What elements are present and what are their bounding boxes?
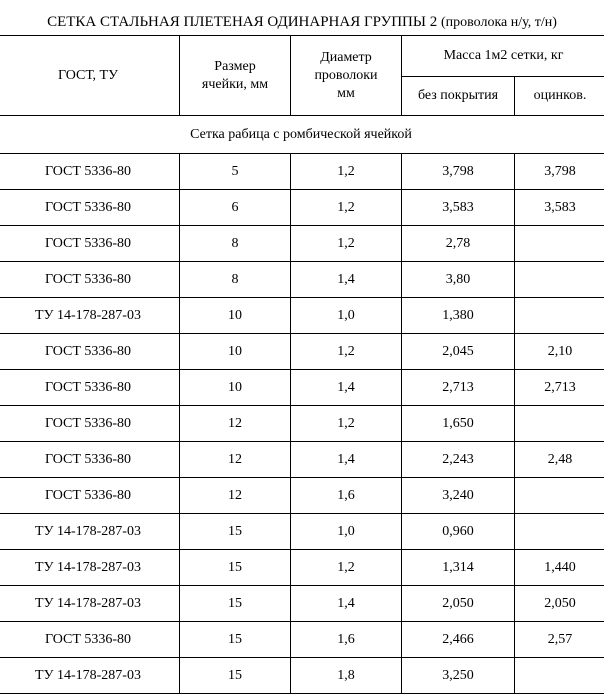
cell-diameter: 1,2 — [291, 406, 402, 442]
cell-diameter: 1,4 — [291, 262, 402, 298]
cell-gost: ГОСТ 5336-80 — [0, 622, 180, 658]
header-mass: Масса 1м2 сетки, кг — [402, 36, 604, 77]
header-gost: ГОСТ, ТУ — [0, 36, 180, 116]
mesh-specs-table — [0, 35, 604, 694]
cell-mass-uncoated: 2,045 — [402, 334, 515, 370]
cell-size: 15 — [180, 658, 291, 694]
cell-size: 10 — [180, 298, 291, 334]
cell-diameter: 1,0 — [291, 298, 402, 334]
cell-mass-galvanized — [515, 406, 604, 442]
cell-gost: ГОСТ 5336-80 — [0, 478, 180, 514]
table-row — [0, 442, 604, 478]
cell-diameter: 1,0 — [291, 514, 402, 550]
cell-mass-uncoated: 1,314 — [402, 550, 515, 586]
cell-size: 12 — [180, 406, 291, 442]
header-cell-size-line1: Размер — [214, 59, 255, 74]
cell-mass-galvanized — [515, 226, 604, 262]
cell-gost: ТУ 14-178-287-03 — [0, 550, 180, 586]
table-row — [0, 190, 604, 226]
header-row — [0, 36, 604, 77]
table-row — [0, 298, 604, 334]
table-row — [0, 262, 604, 298]
cell-diameter: 1,4 — [291, 586, 402, 622]
table-row — [0, 370, 604, 406]
cell-mass-galvanized: 2,050 — [515, 586, 604, 622]
cell-size: 15 — [180, 586, 291, 622]
cell-size: 15 — [180, 622, 291, 658]
cell-mass-uncoated: 2,243 — [402, 442, 515, 478]
cell-gost: ТУ 14-178-287-03 — [0, 658, 180, 694]
cell-mass-galvanized — [515, 262, 604, 298]
cell-gost: ТУ 14-178-287-03 — [0, 514, 180, 550]
cell-mass-uncoated: 1,650 — [402, 406, 515, 442]
cell-mass-galvanized: 1,440 — [515, 550, 604, 586]
cell-gost: ГОСТ 5336-80 — [0, 406, 180, 442]
cell-gost: ГОСТ 5336-80 — [0, 334, 180, 370]
cell-gost: ГОСТ 5336-80 — [0, 190, 180, 226]
cell-mass-uncoated: 3,798 — [402, 154, 515, 190]
cell-mass-uncoated: 2,050 — [402, 586, 515, 622]
cell-gost: ГОСТ 5336-80 — [0, 370, 180, 406]
table-row — [0, 622, 604, 658]
cell-mass-uncoated: 3,80 — [402, 262, 515, 298]
header-cell-size — [180, 36, 291, 116]
header-wire-diameter — [291, 36, 402, 116]
table-row — [0, 658, 604, 694]
cell-size: 12 — [180, 442, 291, 478]
cell-mass-galvanized: 3,583 — [515, 190, 604, 226]
header-wire-diameter-line2: проволоки — [314, 68, 377, 83]
cell-diameter: 1,2 — [291, 550, 402, 586]
header-mass-uncoated: без покрытия — [402, 77, 515, 116]
document-title — [0, 14, 604, 36]
cell-diameter: 1,6 — [291, 478, 402, 514]
cell-diameter: 1,2 — [291, 154, 402, 190]
cell-mass-uncoated: 2,713 — [402, 370, 515, 406]
table-row — [0, 514, 604, 550]
header-mass-galvanized: оцинков. — [515, 77, 604, 116]
cell-size: 15 — [180, 550, 291, 586]
cell-mass-uncoated: 2,78 — [402, 226, 515, 262]
header-cell-size-line2: ячейки, мм — [202, 77, 268, 92]
cell-mass-galvanized — [515, 298, 604, 334]
table-row — [0, 406, 604, 442]
cell-size: 8 — [180, 262, 291, 298]
cell-gost: ГОСТ 5336-80 — [0, 154, 180, 190]
table-row — [0, 334, 604, 370]
header-wire-diameter-line1: Диаметр — [320, 50, 372, 65]
cell-size: 6 — [180, 190, 291, 226]
cell-size: 12 — [180, 478, 291, 514]
cell-mass-uncoated: 2,466 — [402, 622, 515, 658]
cell-mass-galvanized: 2,10 — [515, 334, 604, 370]
header-wire-diameter-line3: мм — [337, 86, 355, 101]
cell-mass-uncoated: 3,583 — [402, 190, 515, 226]
cell-mass-galvanized: 2,57 — [515, 622, 604, 658]
cell-size: 15 — [180, 514, 291, 550]
title-suffix: (проволока н/у, т/н) — [441, 15, 557, 30]
cell-mass-uncoated: 3,240 — [402, 478, 515, 514]
cell-mass-galvanized — [515, 478, 604, 514]
cell-gost: ТУ 14-178-287-03 — [0, 586, 180, 622]
cell-diameter: 1,2 — [291, 190, 402, 226]
cell-size: 10 — [180, 334, 291, 370]
cell-gost: ГОСТ 5336-80 — [0, 226, 180, 262]
cell-mass-galvanized: 3,798 — [515, 154, 604, 190]
cell-gost: ГОСТ 5336-80 — [0, 442, 180, 478]
cell-mass-uncoated: 0,960 — [402, 514, 515, 550]
cell-diameter: 1,2 — [291, 334, 402, 370]
cell-mass-galvanized: 2,713 — [515, 370, 604, 406]
table-row — [0, 550, 604, 586]
cell-mass-galvanized — [515, 514, 604, 550]
cell-diameter: 1,4 — [291, 442, 402, 478]
cell-diameter: 1,6 — [291, 622, 402, 658]
cell-size: 8 — [180, 226, 291, 262]
table-row — [0, 154, 604, 190]
cell-gost: ТУ 14-178-287-03 — [0, 298, 180, 334]
table-row — [0, 478, 604, 514]
cell-diameter: 1,8 — [291, 658, 402, 694]
cell-mass-uncoated: 1,380 — [402, 298, 515, 334]
table-row — [0, 226, 604, 262]
cell-gost: ГОСТ 5336-80 — [0, 262, 180, 298]
cell-mass-galvanized — [515, 658, 604, 694]
section-title: Сетка рабица с ромбической ячейкой — [0, 116, 604, 154]
cell-size: 10 — [180, 370, 291, 406]
cell-mass-uncoated: 3,250 — [402, 658, 515, 694]
cell-diameter: 1,4 — [291, 370, 402, 406]
cell-size: 5 — [180, 154, 291, 190]
table-row — [0, 586, 604, 622]
section-row — [0, 116, 604, 154]
cell-diameter: 1,2 — [291, 226, 402, 262]
cell-mass-galvanized: 2,48 — [515, 442, 604, 478]
title-main: СЕТКА СТАЛЬНАЯ ПЛЕТЕНАЯ ОДИНАРНАЯ ГРУППЫ 2 — [47, 14, 437, 30]
